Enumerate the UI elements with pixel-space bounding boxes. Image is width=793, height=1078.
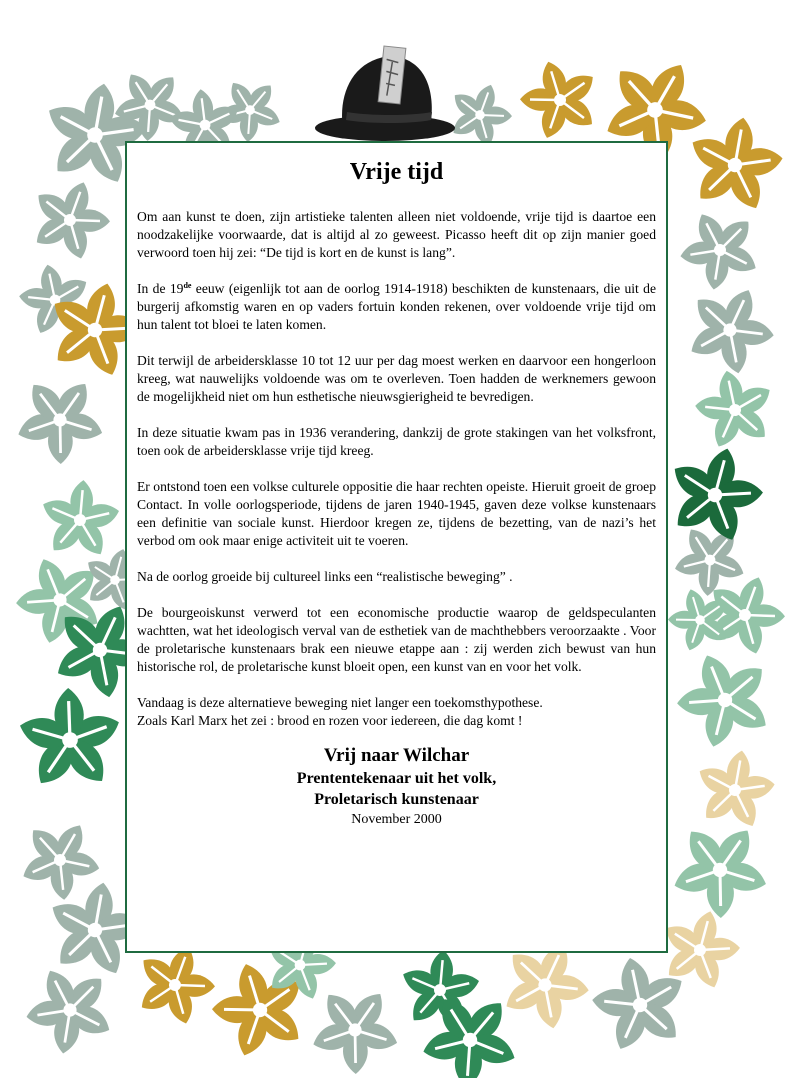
paragraph: Er ontstond toen een volkse culturele oppositie die haar rechten opeiste. Hieruit groeit de groep Contact. In volle oorlogsperiode, tijdens de jaren 1940-1945, gaven deze volkse kunstenaars een definitie van sociale kunst. Hierdoor kregen ze, tijdens de bezetting, van de nazi’s het verbod om ook maar enige activiteit uit te voeren. (137, 479, 656, 548)
signature-role: Prententekenaar uit het volk, (296, 770, 497, 787)
paragraph-line: Zoals Karl Marx het zei : brood en rozen voor iedereen, die dag komt ! (137, 713, 523, 728)
text-card (125, 141, 668, 953)
paragraph: Om aan kunst te doen, zijn artistieke talenten alleen niet voldoende, vrije tijd is daartoe een noodzakelijke voorwaarde, dat is altijd al zo geweest. Picasso heeft dit op zijn manier goed verwoord toen hij zei: “De tijd is kort en de kunst is lang”. (137, 209, 656, 260)
paragraph: In deze situatie kwam pas in 1936 verandering, dankzij de grote stakingen van het volksfront, toen ook de arbeidersklasse vrije tijd kreeg. (137, 425, 656, 458)
superscript: de (183, 281, 192, 290)
paragraph (137, 694, 656, 730)
paragraph-text: In de 19 (137, 281, 184, 296)
paragraph: De bourgeoiskunst verwerd tot een economische productie waarop de geldspeculanten wachtten, wat het ideologisch verval van de esthetiek van de machthebbers veroorzaakte . Voor de proletarische kunstenaars brak een nieuwe etappe aan : zij werden zich bewust van hun historische rol, de proletarische kunst bloeit open, een kunst van en voor het volk. (137, 605, 656, 674)
signature-block (137, 744, 656, 830)
paragraph: Dit terwijl de arbeidersklasse 10 tot 12 uur per dag moest werken en daarvoor een hongerloon kreeg, wat nauwelijks voldoende was om te overleven. Toen hadden de werknemers gewoon de mogelijkheid niet om hun esthetische nieuwsgierigheid te bevredigen. (137, 353, 656, 404)
signature-date: November 2000 (351, 812, 442, 827)
paragraph (137, 280, 656, 334)
paragraph-line: Vandaag is deze alternatieve beweging niet langer een toekomsthypothese. (137, 695, 543, 710)
paragraph: Na de oorlog groeide bij cultureel links een “realistische beweging” . (137, 569, 513, 584)
signature-name: Vrij naar Wilchar (323, 745, 470, 766)
paragraph-text: eeuw (eigenlijk tot aan de oorlog 1914-1918) beschikten de kunstenaars, die uit de burgerij afkomstig waren en op vaders fortuin konden rekenen, over voldoende vrije tijd om hun talent tot bloei te laten komen. (137, 281, 657, 332)
page-title: Vrije tijd (349, 159, 444, 185)
signature-role: Proletarisch kunstenaar (314, 791, 479, 808)
